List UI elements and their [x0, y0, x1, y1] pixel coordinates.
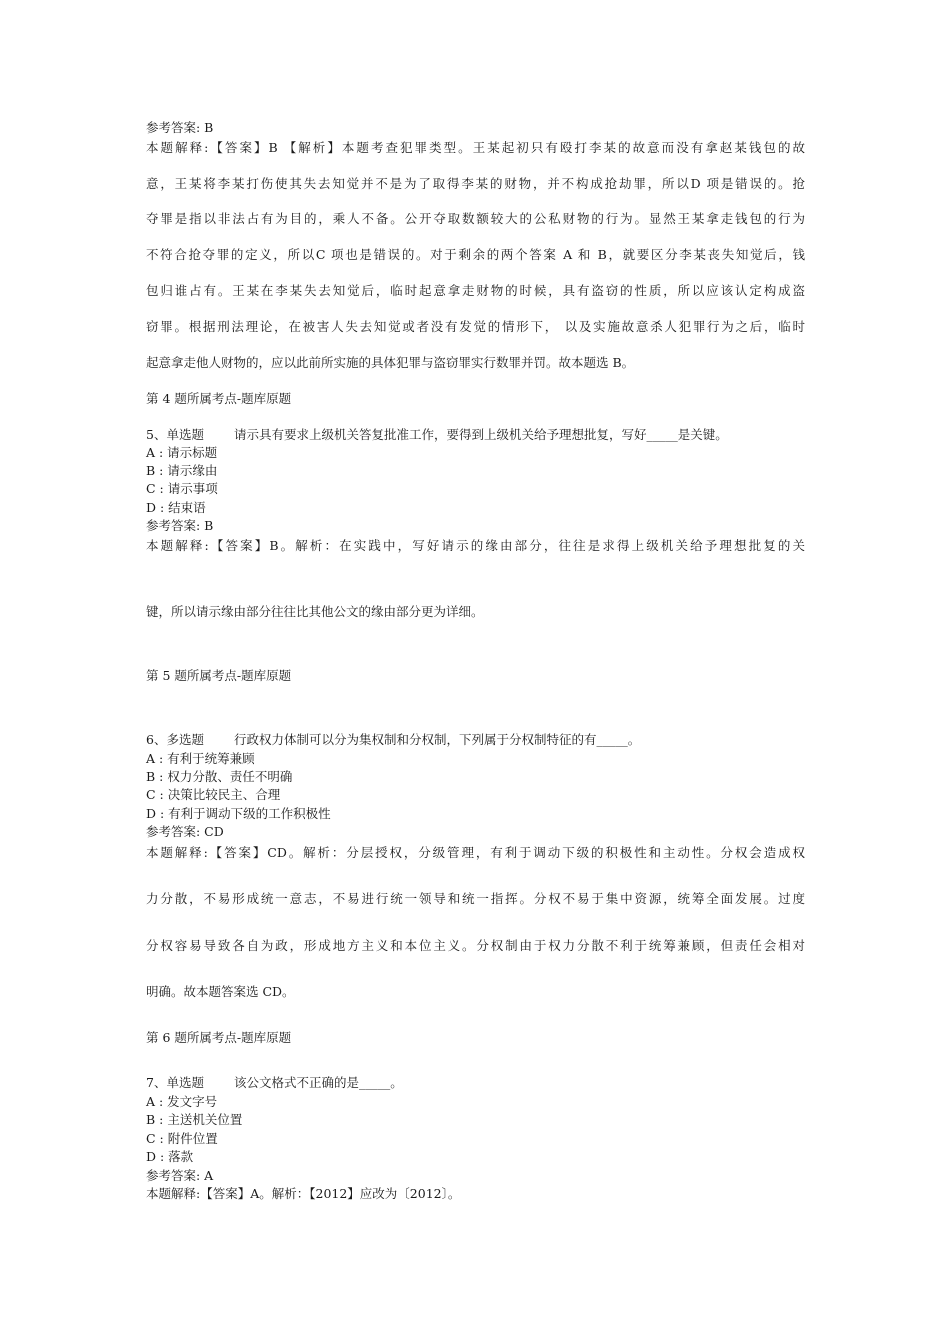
q6-explanation-line-1: 本题解释:【答案】CD。解析：分层授权，分级管理，有利于调动下级的积极性和主动性。分权会造成权 [146, 845, 805, 860]
q7-type: 7、单选题 [146, 1075, 204, 1090]
q6-question: 行政权力体制可以分为集权制和分权制，下列属于分权制特征的有_____。 [233, 732, 641, 747]
q5-answer: 参考答案: B [146, 518, 214, 533]
q5-type: 5、单选题 [146, 427, 204, 442]
q5-option-d: D : 结束语 [146, 500, 206, 515]
q5-option-a: A : 请示标题 [146, 445, 218, 460]
q3-explanation-line-5: 包归谁占有。王某在李某失去知觉后，临时起意拿走财物的时候，具有盗窃的性质，所以应该认定构成盗 [146, 283, 805, 298]
q6-answer: 参考答案: CD [146, 824, 224, 839]
q6-explanation-line-3: 分权容易导致各自为政，形成地方主义和本位主义。分权制由于权力分散不利于统筹兼顾，但责任会相对 [146, 938, 805, 953]
q5-option-b: B : 请示缘由 [146, 463, 218, 478]
q7-answer: 参考答案: A [146, 1168, 214, 1183]
q7-explanation: 本题解释:【答案】A。解析：【2012】应改为〔2012〕。 [146, 1186, 461, 1201]
q5-explanation-line-1: 本题解释:【答案】B。解析：在实践中，写好请示的缘由部分，往往是求得上级机关给予理想批复的关 [146, 538, 805, 553]
q6-option-a: A : 有利于统筹兼顾 [146, 751, 255, 766]
q5-explanation-line-2: 键，所以请示缘由部分往往比其他公文的缘由部分更为详细。 [146, 604, 484, 619]
q7-question-line [146, 1075, 403, 1091]
q5-option-c: C : 请示事项 [146, 481, 218, 496]
q7-question: 该公文格式不正确的是_____。 [233, 1075, 403, 1090]
q6-source-line: 第 6 题所属考点-题库原题 [146, 1030, 292, 1045]
q3-explanation-line-4: 不符合抢夺罪的定义，所以C 项也是错误的。对于剩余的两个答案 A 和 B，就要区分李某丧失知觉后，钱 [146, 247, 805, 262]
q6-type: 6、多选题 [146, 732, 204, 747]
q7-option-a: A : 发文字号 [146, 1094, 218, 1109]
q5-question: 请示具有要求上级机关答复批准工作，要得到上级机关给予理想批复，写好_____是关键。 [233, 427, 728, 442]
q6-explanation-line-2: 力分散，不易形成统一意志，不易进行统一领导和统一指挥。分权不易于集中资源，统筹全面发展。过度 [146, 891, 805, 906]
q7-option-b: B : 主送机关位置 [146, 1112, 243, 1127]
q5-question-line [146, 427, 728, 443]
q3-explanation-line-3: 夺罪是指以非法占有为目的，乘人不备。公开夺取数额较大的公私财物的行为。显然王某拿走钱包的行为 [146, 211, 805, 226]
q3-explanation-line-6: 窃罪。根据刑法理论，在被害人失去知觉或者没有发觉的情形下， 以及实施故意杀人犯罪行为之后，临时 [146, 319, 805, 334]
q4-source-line: 第 4 题所属考点-题库原题 [146, 391, 292, 406]
q6-option-c: C : 决策比较民主、合理 [146, 787, 281, 802]
q7-option-d: D : 落款 [146, 1149, 194, 1164]
q5-source-line: 第 5 题所属考点-题库原题 [146, 668, 292, 683]
q3-answer: 参考答案: B [146, 120, 214, 135]
q3-explanation-line-2: 意，王某将李某打伤使其失去知觉并不是为了取得李某的财物，并不构成抢劫罪，所以D 项是错误的。抢 [146, 176, 805, 191]
q6-option-d: D : 有利于调动下级的工作积极性 [146, 806, 331, 821]
q7-option-c: C : 附件位置 [146, 1131, 218, 1146]
q6-question-line [146, 732, 640, 748]
q3-explanation-line-1: 本题解释:【答案】B 【解析】本题考查犯罪类型。王某起初只有殴打李某的故意而没有拿赵某钱包的故 [146, 140, 805, 155]
q3-explanation-line-7: 起意拿走他人财物的，应以此前所实施的具体犯罪与盗窃罪实行数罪并罚。故本题选 B。 [146, 355, 635, 370]
q6-option-b: B : 权力分散、责任不明确 [146, 769, 293, 784]
q6-explanation-line-4: 明确。故本题答案选 CD。 [146, 984, 295, 999]
